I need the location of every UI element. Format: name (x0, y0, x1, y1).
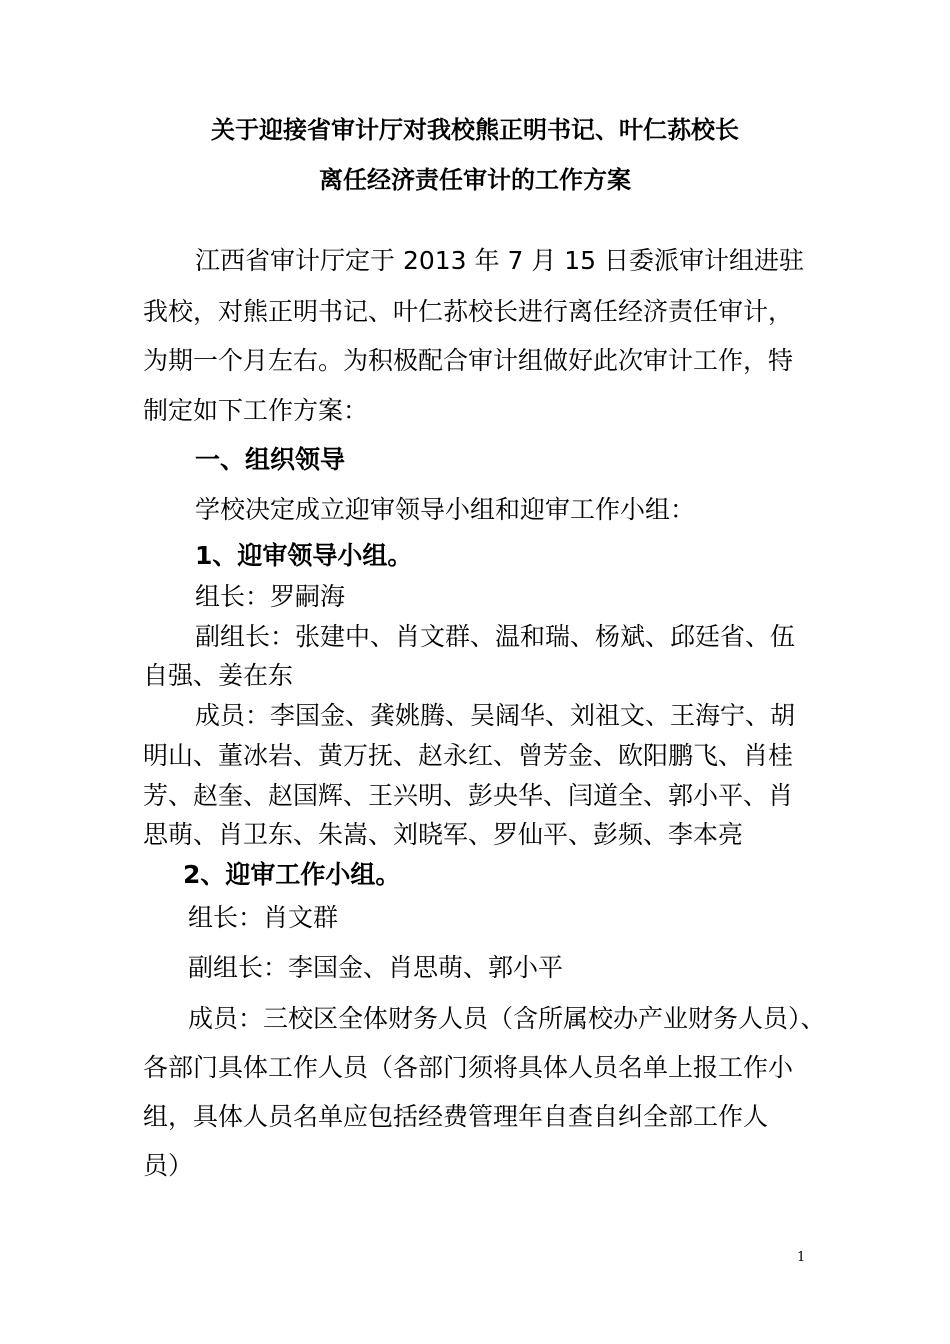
group1-members-line-3: 芳、赵奎、赵国辉、王兴明、彭央华、闫道全、郭小平、肖 (143, 781, 794, 810)
intro-line-1: 江西省审计厅定于 2013 年 7 月 15 日委派审计组进驻 (195, 246, 805, 275)
document-title-line-1: 关于迎接省审计厅对我校熊正明书记、叶仁荪校长 (211, 116, 739, 144)
group1-members-line-4: 思萌、肖卫东、朱嵩、刘晓军、罗仙平、彭频、李本亮 (143, 820, 744, 849)
section-description: 学校决定成立迎审领导小组和迎审工作小组： (195, 495, 696, 524)
page-number: 1 (797, 1250, 806, 1265)
group2-members-line-3: 组，具体人员名单应包括经费管理年自查自纠全部工作人 (143, 1102, 769, 1131)
group1-deputy-line-2: 自强、姜在东 (143, 661, 294, 690)
group1-heading: 1、迎审领导小组。 (195, 541, 413, 570)
group1-members-line-1: 成员：李国金、龚姚腾、吴阔华、刘祖文、王海宁、胡 (195, 701, 796, 730)
section-heading-organization: 一、组织领导 (195, 445, 346, 474)
group1-leader: 组长：罗嗣海 (195, 582, 346, 611)
group2-leader: 组长：肖文群 (188, 903, 339, 932)
group2-heading: 2、迎审工作小组。 (183, 860, 401, 889)
intro-line-4: 制定如下工作方案： (143, 396, 369, 425)
group2-deputy: 副组长：李国金、肖思萌、郭小平 (188, 953, 564, 982)
document-title-line-2: 离任经济责任审计的工作方案 (319, 166, 631, 194)
intro-line-3: 为期一个月左右。为积极配合审计组做好此次审计工作，特 (143, 346, 794, 375)
group2-members-line-2: 各部门具体工作人员（各部门须将具体人员名单上报工作小 (143, 1053, 794, 1082)
group1-deputy-line-1: 副组长：张建中、肖文群、温和瑞、杨斌、邱廷省、伍 (195, 622, 796, 651)
group1-members-line-2: 明山、董冰岩、黄万抚、赵永红、曾芳金、欧阳鹏飞、肖桂 (143, 741, 794, 770)
intro-line-2: 我校，对熊正明书记、叶仁荪校长进行离任经济责任审计， (143, 297, 794, 326)
group2-members-line-1: 成员：三校区全体财务人员（含所属校办产业财务人员）、 (188, 1004, 826, 1033)
group2-members-line-4: 员） (143, 1151, 194, 1180)
